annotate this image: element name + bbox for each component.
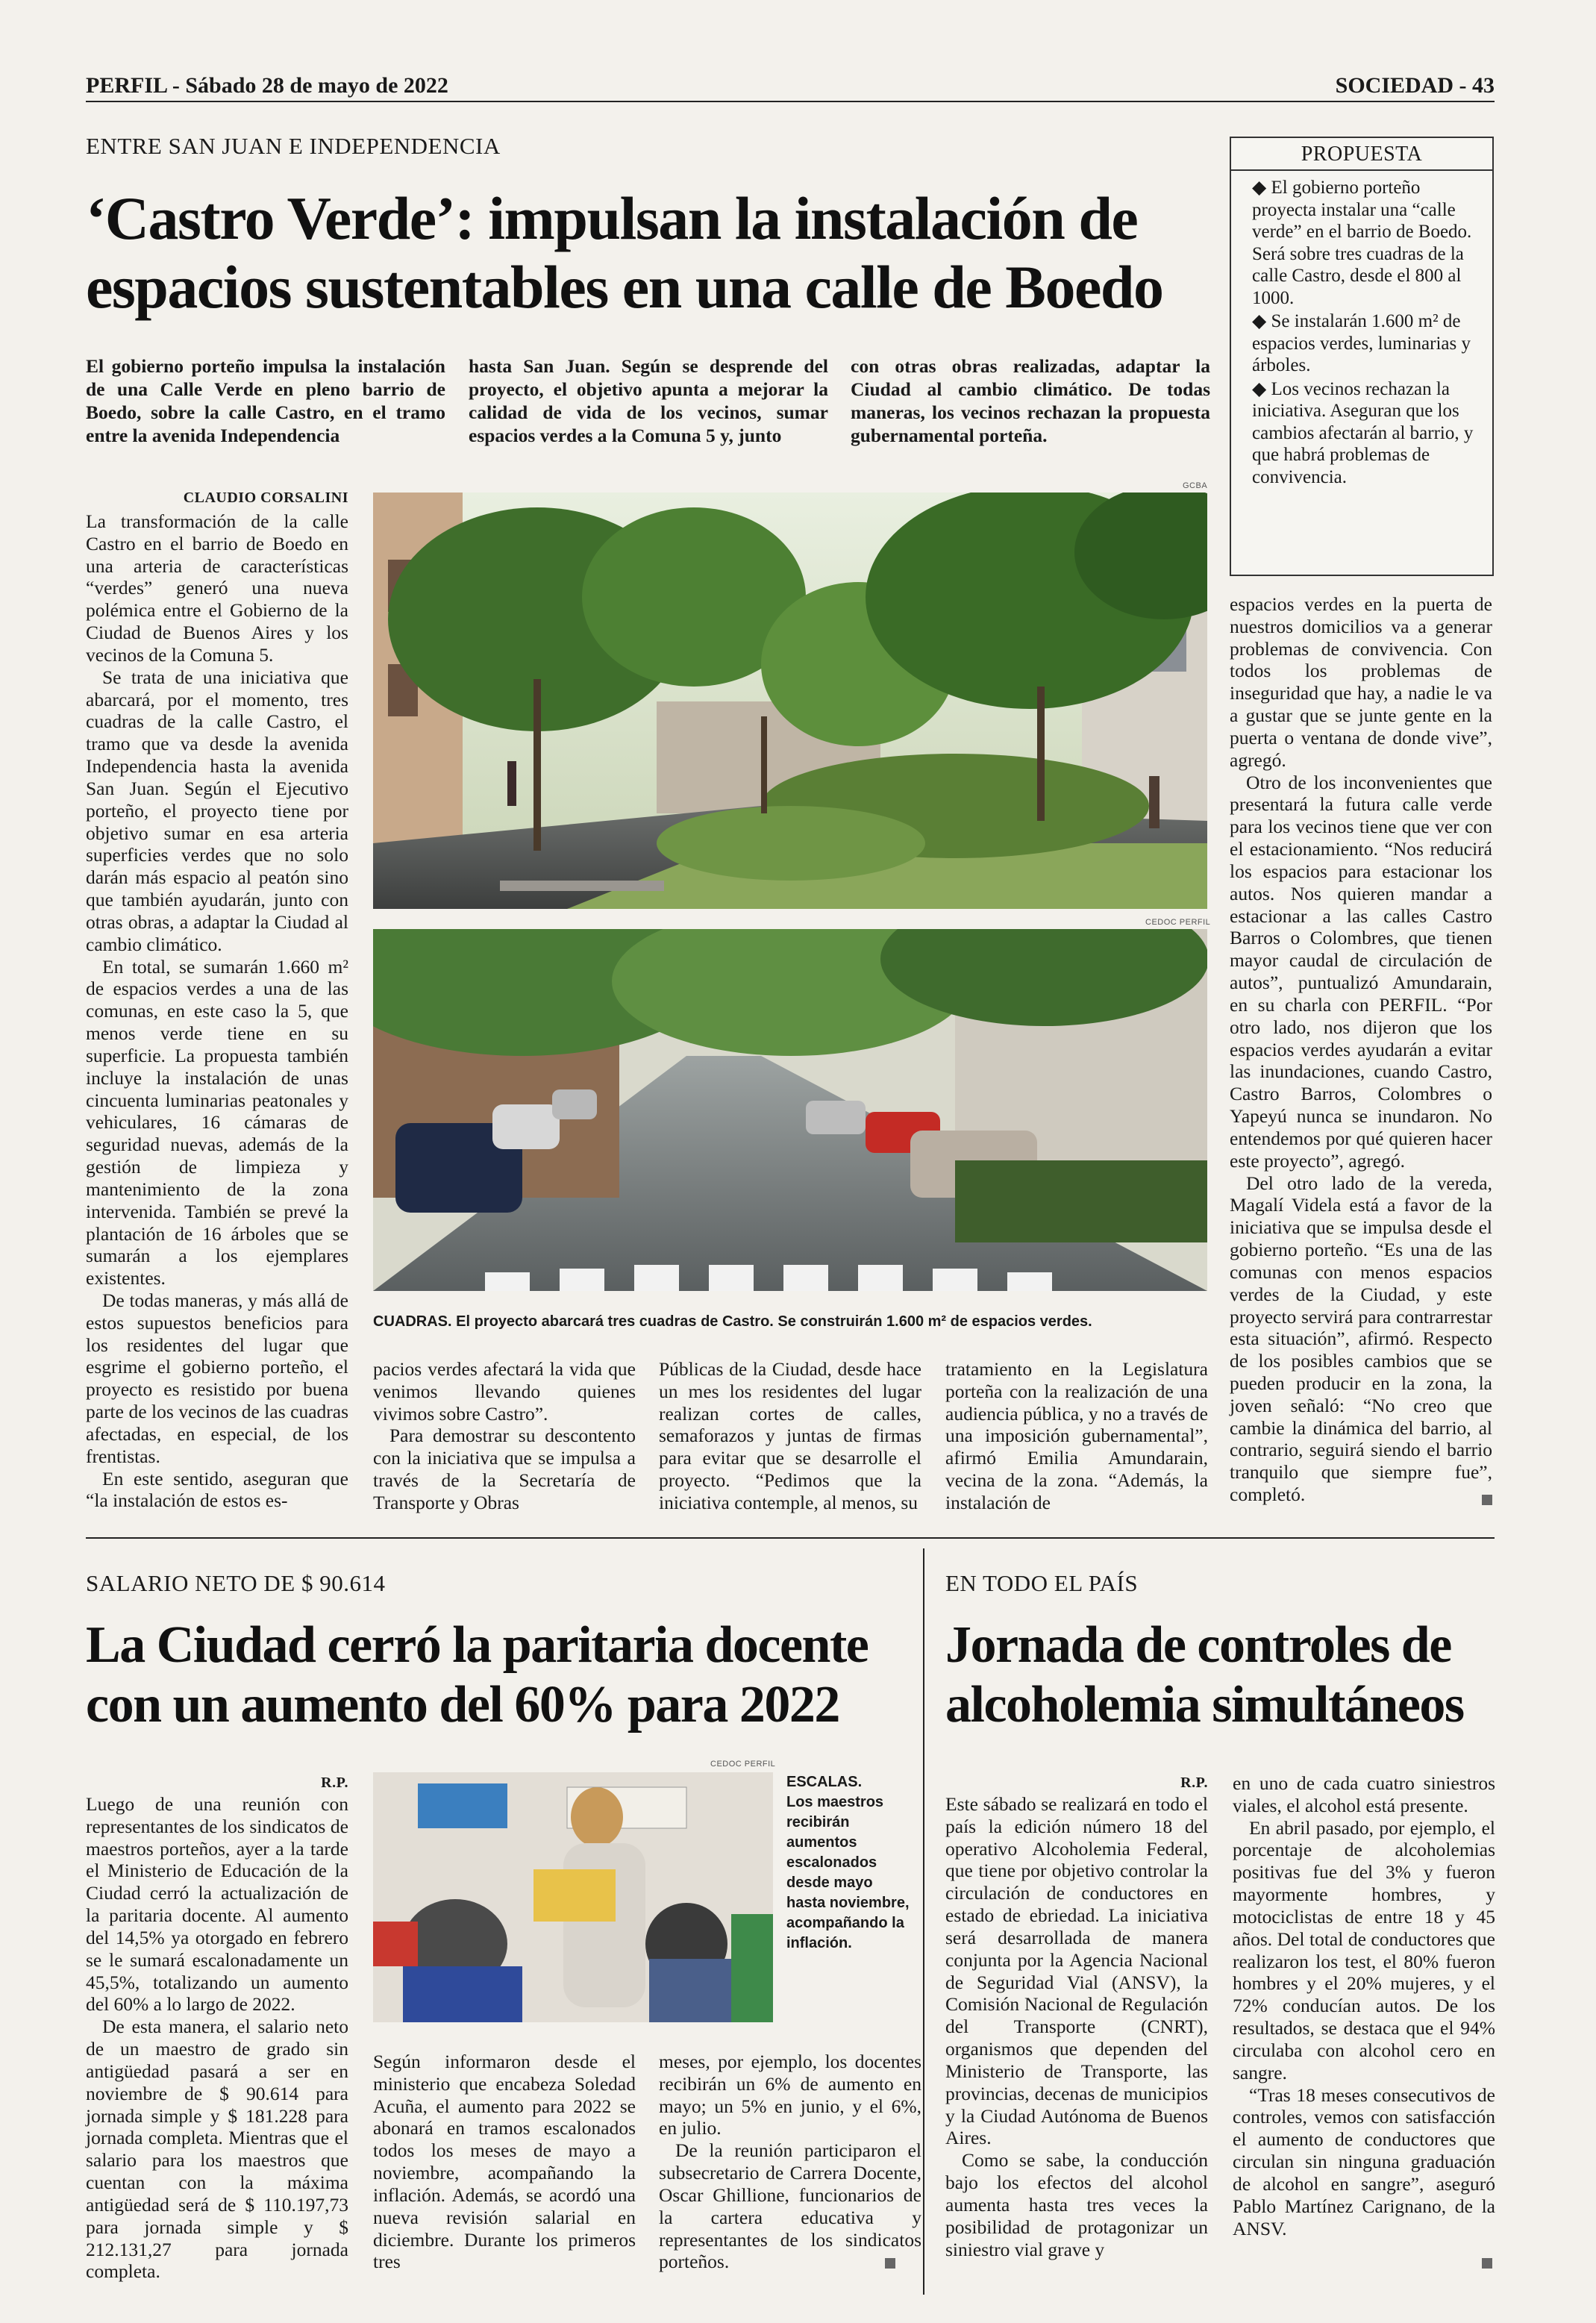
- docentes-kicker: SALARIO NETO DE $ 90.614: [86, 1570, 386, 1596]
- castro-kicker: ENTRE SAN JUAN E INDEPENDENCIA: [86, 133, 501, 159]
- docentes-caption: [786, 1772, 913, 1954]
- masthead-rule: [86, 101, 1495, 102]
- paragraph: Como se sabe, la conducción bajo los efectos del alcohol aumenta hasta tres veces la posibilidad de protagonizar un siniestro vial grave y: [945, 2149, 1208, 2260]
- masthead-right: SOCIEDAD - 43: [1335, 73, 1495, 98]
- propuesta-item: ◆ Los vecinos rechazan la iniciativa. Aseguran que los cambios afectarán al barrio, y que habrá problemas de convivencia.: [1252, 378, 1474, 487]
- paragraph: Según informaron desde el ministerio que encabeza Soledad Acuña, el aumento para 2022 se abonará en tramos escalonados todos los meses de mayo a noviembre, acompañando la inflación. Además, se acordó una nueva revisión salarial en diciembre. Durante los primeros tres: [373, 2051, 636, 2273]
- castro-street-image: [373, 929, 1207, 1291]
- docentes-headline-line2: con un aumento del 60% para 2022: [86, 1675, 839, 1733]
- column-divider: [923, 1548, 924, 2295]
- castro-dek-1: El gobierno porteño impulsa la instalación de una Calle Verde en pleno barrio de Boedo, sobre la calle Castro, en el tramo entre la avenida Independencia: [86, 355, 445, 447]
- caption-text: Los maestros recibirán aumentos escalonados desde mayo hasta noviembre, acompañando la inflación.: [786, 1794, 910, 1951]
- alcoholemia-headline: [945, 1618, 1498, 1732]
- paragraph: En total, se sumarán 1.660 m² de espacios verdes a una de las comunas, en este caso la 5, que menos verde tiene en su superficie. La propuesta también incluye la instalación de unas cincuenta luminarias peatonales y vehiculares, 16 cámaras de seguridad nuevas, además de la gestión de limpieza y mantenimiento de la zona intervenida. También se prevé la plantación de 16 árboles que se sumarán a los ejemplares existentes.: [86, 955, 348, 1289]
- docentes-byline: R.P.: [321, 1775, 348, 1791]
- castro-col2: [373, 1358, 636, 1514]
- diamond-bullet-icon: ◆: [1252, 311, 1271, 331]
- castro-col4: [945, 1358, 1208, 1514]
- paragraph: espacios verdes en la puerta de nuestros domicilios va a generar problemas de convivencia. Con todos los problemas de inseguridad que hay, a nadie le va a gustar que se junte gente en la puerta o ventana de donde vive”, agregó.: [1230, 593, 1492, 771]
- docentes-headline: [86, 1618, 907, 1732]
- paragraph: De todas maneras, y más allá de estos supuestos beneficios para los residentes del lugar que esgrime el gobierno porteño, el proyecto es resistido por buena parte de los vecinos de las cuadras afectadas, en especial, de los frentistas.: [86, 1289, 348, 1467]
- castro-col3: [659, 1358, 921, 1514]
- classroom-image: [373, 1772, 773, 2022]
- castro-col1: [86, 510, 348, 1512]
- paragraph: La transformación de la calle Castro en el barrio de Boedo en una arteria de características “verdes” generó una nueva polémica entre el Gobierno de la Ciudad de Buenos Aires y los vecinos de la Comuna 5.: [86, 510, 348, 666]
- masthead-left: PERFIL - Sábado 28 de mayo de 2022: [86, 73, 448, 98]
- paragraph: pacios verdes afectará la vida que venimos llevando quienes vivimos sobre Castro”.: [373, 1358, 636, 1425]
- propuesta-box: [1230, 137, 1494, 576]
- caption-label: CUADRAS.: [373, 1313, 452, 1330]
- paragraph: Para demostrar su descontento con la iniciativa que se impulsa a través de la Secretaría de Transporte y Obras: [373, 1425, 636, 1513]
- diamond-bullet-icon: ◆: [1252, 378, 1271, 399]
- alcoholemia-col2: [1233, 1772, 1495, 2239]
- paragraph: En abril pasado, por ejemplo, el porcentaje de alcoholemias positivas fue del 3% y fueron mayormente hombres, y motociclistas de entre 18 y 45 años. Del total de conductores que realizaron los test, el 80% fueron hombres y el 20% mujeres, y el 72% conducían autos. De los resultados, se destaca que el 94% circulaba con alcohol cero en sangre.: [1233, 1816, 1495, 2083]
- paragraph: De la reunión participaron el subsecretario de Carrera Docente, Oscar Ghillione, funcionarios de la cartera educativa y representantes de los sindicatos porteños.: [659, 2139, 921, 2273]
- docentes-classroom-photo: [373, 1772, 773, 2022]
- paragraph: Luego de una reunión con representantes de los sindicatos de maestros porteños, ayer a la tarde el Ministerio de Educación de la Ciudad cerró la actualización de la paritaria docente. Al aumento del 14,5% ya otorgado en febrero se le sumará escalonadamente un 45,5%, totalizando un aumento del 60% a lo largo de 2022.: [86, 1793, 348, 2016]
- paragraph: “Tras 18 meses consecutivos de controles, vemos con satisfacción el aumento de conductores que circulan sin ninguna graduación de alcohol en sangre”, aseguró Pablo Martínez Carignano, de la ANSV.: [1233, 2083, 1495, 2239]
- paragraph: Del otro lado de la vereda, Magalí Videla está a favor de la iniciativa que se impulsa desde el gobierno porteño. “Es una de las comunas con menos espacios verdes de la Ciudad, y este proyecto servirá para contrarrestar esta situación”, afirmó. Respecto de los posibles cambios que se pueden producir en la zona, la joven señaló: “No creo que cambie la dinámica del barrio, al contrario, seguirá siendo el barrio tranquilo que siempre fue”, completó.: [1230, 1172, 1492, 1506]
- alcoholemia-kicker: EN TODO EL PAÍS: [945, 1570, 1139, 1596]
- castro-col5: [1230, 593, 1492, 1506]
- section-rule: [86, 1537, 1495, 1539]
- end-mark-icon: [1482, 2258, 1492, 2269]
- alcoholemia-headline-line1: Jornada de controles de: [945, 1616, 1451, 1674]
- caption-text: El proyecto abarcará tres cuadras de Castro. Se construirán 1.600 m² de espacios verdes.: [456, 1313, 1092, 1330]
- alcoholemia-byline: R.P.: [1180, 1775, 1208, 1791]
- paragraph: en uno de cada cuatro siniestros viales, el alcohol está presente.: [1233, 1772, 1495, 1816]
- alcoholemia-headline-line2: alcoholemia simultáneos: [945, 1675, 1464, 1733]
- paragraph: Este sábado se realizará en todo el país la edición número 18 del operativo Alcoholemia Federal, que tiene por objetivo controlar la circulación de conductores en estado de ebriedad. La iniciativa será desarrollada de manera conjunta por la Agencia Nacional de Seguridad Vial (ANSV), la Comisión Nacional de Regulación del Transporte (CNRT), organismos que dependen del Ministerio de Transporte, las provincias, decenas de municipios y la Ciudad Autónoma de Buenos Aires.: [945, 1793, 1208, 2149]
- paragraph: Se trata de una iniciativa que abarcará, por el momento, tres cuadras de la calle Castro, el tramo que va desde la avenida Independencia hasta la avenida San Juan. Según el Ejecutivo porteño, el proyecto tiene por objetivo sumar en esa arteria superficies verdes que no solo darán más espacio al peatón sino que también ayudarán, junto con otras obras, a adaptar la Ciudad al cambio climático.: [86, 666, 348, 955]
- castro-headline-line1: ‘Castro Verde’: impulsan la instalación de: [86, 184, 1138, 252]
- castro-dek-2: hasta San Juan. Según se desprende del proyecto, el objetivo apunta a mejorar la calidad de vida de los vecinos, sumar espacios verdes a la Comuna 5 y, junto: [469, 355, 828, 447]
- paragraph: meses, por ejemplo, los docentes recibirán un 6% de aumento en mayo; un 5% en junio, y el 6%, en julio.: [659, 2051, 921, 2139]
- paragraph: En este sentido, aseguran que “la instalación de estos es-: [86, 1467, 348, 1512]
- end-mark-icon: [885, 2258, 895, 2269]
- end-mark-icon: [1482, 1495, 1492, 1505]
- propuesta-item: ◆ Se instalarán 1.600 m² de espacios verdes, luminarias y árboles.: [1252, 311, 1471, 375]
- propuesta-title: PROPUESTA: [1231, 138, 1492, 171]
- docentes-col3: [659, 2051, 921, 2273]
- castro-byline: CLAUDIO CORSALINI: [183, 490, 348, 506]
- docentes-col1: [86, 1793, 348, 2283]
- caption-label: ESCALAS.: [786, 1774, 863, 1790]
- castro-render-photo: [373, 493, 1207, 909]
- castro-caption: [373, 1313, 1207, 1331]
- diamond-bullet-icon: ◆: [1252, 178, 1271, 198]
- paragraph: Otro de los inconvenientes que presentará la futura calle verde para los vecinos tiene que ver con el estacionamiento. “Nos reducirá los espacios para estacionar los autos. Nos quieren mandar a estacionar a las calles Castro Barros o Colombres, que tienen mayor caudal de circulación de autos”, puntualizó Amundarain, en su charla con PERFIL. “Por otro lado, nos dijeron que los espacios verdes ayudarán a evitar las inundaciones, cuando Castro, Castro Barros, Colombres o Yapeyú nunca se inundaron. No entendemos por qué quieren hacer este proyecto”, agregó.: [1230, 771, 1492, 1172]
- alcoholemia-col1: [945, 1793, 1208, 2260]
- paragraph: tratamiento en la Legislatura porteña con la realización de una audiencia pública, y no a través de una imposición gubernamental”, afirmó Emilia Amundarain, vecina de la zona. “Además, la instalación de: [945, 1358, 1208, 1513]
- docentes-headline-line1: La Ciudad cerró la paritaria docente: [86, 1616, 869, 1674]
- photo1-credit: GCBA: [1183, 481, 1208, 490]
- paragraph: De esta manera, el salario neto de un maestro de grado sin antigüedad pasará a ser en noviembre de $ 90.614 para jornada simple y $ 181.228 para jornada completa. Mientras que el salario para los maestros que cuentan con la máxima antigüedad será de $ 110.197,73 para jornada simple y $ 212.131,27 para jornada completa.: [86, 2016, 348, 2283]
- castro-dek-3: con otras obras realizadas, adaptar la Ciudad al cambio climático. De todas maneras, los vecinos rechazan la propuesta gubernamental porteña.: [851, 355, 1210, 447]
- castro-headline: [86, 184, 1235, 322]
- castro-render-image: [373, 493, 1207, 909]
- propuesta-item: ◆ El gobierno porteño proyecta instalar una “calle verde” en el barrio de Boedo. Será sobre tres cuadras de la calle Castro, desde el 800 al 1000.: [1252, 178, 1472, 308]
- castro-street-photo: [373, 929, 1207, 1291]
- docentes-col2: [373, 2051, 636, 2273]
- castro-headline-line2: espacios sustentables en una calle de Boedo: [86, 253, 1163, 322]
- photo2-credit: CEDOC PERFIL: [1145, 918, 1211, 927]
- paragraph: Públicas de la Ciudad, desde hace un mes los residentes del lugar realizan cortes de calles, semaforazos y juntas de firmas para evitar que se desarrolle el proyecto. “Pedimos que la iniciativa contemple, al menos, su: [659, 1358, 921, 1513]
- docentes-photo-credit: CEDOC PERFIL: [710, 1760, 776, 1769]
